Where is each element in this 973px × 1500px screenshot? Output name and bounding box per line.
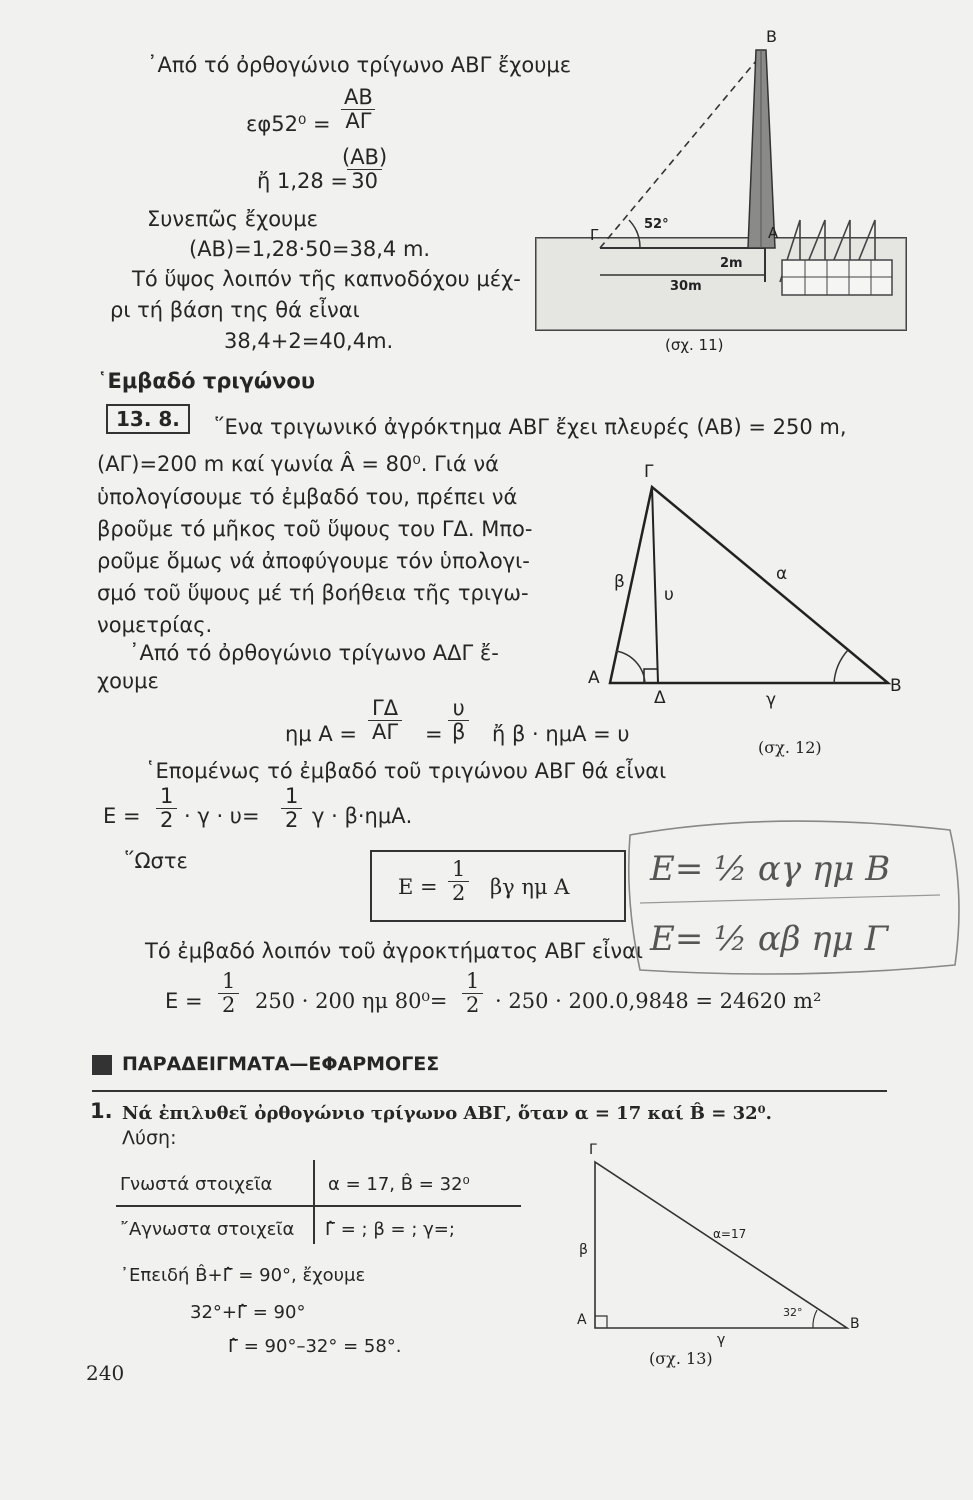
examples-heading: ΠΑΡΑΔΕΙΓΜΑΤΑ—ΕΦΑΡΜΟΓΕΣ [122,1053,440,1075]
handwritten-notes [620,805,965,985]
boxed-fraction [448,858,469,905]
area-half2-num: 1 [285,784,299,808]
example1-statement: Νά ἐπιλυθεῖ ὀρθογώνιο τρίγωνο ΑΒΓ, ὅταν α = 17 καί B̂ = 32⁰. [122,1103,772,1124]
fig11-angle: 52° [644,217,669,232]
height-result: 38,4+2=40,4m. [224,329,394,353]
boxed-rhs: βγ ημ Α [490,875,570,899]
table-vertical-rule [313,1160,315,1244]
field-half2-den: 2 [462,993,483,1017]
fig12-label-a: Α [588,668,600,688]
angle-a-arc [616,651,645,683]
consequently: Συνεπῶς ἔχουμε [147,207,318,231]
fig12-caption: (σχ. 12) [758,738,822,757]
sin-fraction-2 [448,697,469,744]
field-half1-den: 2 [218,993,239,1017]
fig13-label-b: Β [850,1316,860,1332]
fig13-label-g: Γ [589,1142,597,1158]
heading-square [92,1055,112,1075]
fig11-distance: 30m [670,279,702,294]
sin-f2-den: β [448,720,469,744]
fig13-alpha: α=17 [713,1227,747,1241]
fig11-label-b: Β [766,27,777,46]
area-lhs: Ε = [103,804,141,828]
or-lhs: ἤ 1,28 = [257,169,349,193]
heading-rule [92,1090,887,1092]
tan-num: ΑΒ [344,85,373,109]
field-area-half-2 [462,970,483,1017]
figure-12 [580,455,910,765]
sin-eq: = [425,722,443,746]
or-den: 30 [347,169,382,193]
since-text: ᾿Επειδή B̂+Γ̂ = 90°, ἔχουμε [120,1265,366,1286]
fig11-caption: (σχ. 11) [665,336,724,354]
problem-number: 13. 8. [106,404,190,434]
area-half-2 [281,785,302,832]
fig12-gamma: γ [766,690,777,710]
field-half1-num: 1 [222,969,236,993]
ab-calc: (ΑΒ)=1,28·50=38,4 m. [189,237,431,261]
height-line2: ρι τή βάση της θά εἶναι [110,298,360,322]
field-area-half-1 [218,970,239,1017]
unknown-label: ῎Αγνωστα στοιχεῖα [120,1219,295,1240]
fig12-label-b: Β [890,676,902,696]
problem-line1: ῞Ενα τριγωνικό ἀγρόκτημα ΑΒΓ ἔχει πλευρές (ΑΒ) = 250 m, [214,415,847,439]
tan-lhs: εφ52⁰ = [246,112,331,136]
fig13-right-angle [595,1316,607,1328]
triangle-fig13 [595,1162,847,1328]
field-area-lhs: Ε = [165,989,203,1013]
sin-f1-num: ΓΔ [372,696,399,720]
fig11-label-a: Α [768,224,779,242]
problem-line8: ᾿Από τό ὀρθογώνιο τρίγωνο ΑΔΓ ἔ- [129,641,499,665]
area-mid: · γ · υ= [184,804,260,828]
unknown-value: Γ̂ = ; β = ; γ=; [325,1219,455,1240]
height-gd [652,487,658,683]
problem-line9: χουμε [97,669,159,693]
area-heading: ῾Εμβαδό τριγώνου [97,369,316,393]
fig13-beta: β [579,1242,588,1258]
chimney-intro: ᾿Από τό ὀρθογώνιο τρίγωνο ΑΒΓ ἔχουμε [147,53,572,77]
problem-line7: νομετρίας. [97,613,213,637]
fig11-height: 2m [720,256,743,271]
eq2: Γ̂ = 90°–32° = 58°. [228,1336,402,1357]
area-half1-num: 1 [160,784,174,808]
problem-line4: βροῦμε τό μῆκος τοῦ ὕψους του ΓΔ. Μπο- [97,517,533,541]
handwritten-divider [640,895,940,903]
field-area-mid: 250 · 200 ημ 80⁰= [255,989,448,1013]
known-label: Γνωστά στοιχεῖα [120,1174,273,1195]
problem-line2: (ΑΓ)=200 m καί γωνία Â = 80⁰. Γιά νά [97,452,500,476]
sin-f1-den: ΑΓ [368,720,402,744]
boxed-lhs: Ε = [398,875,438,899]
area-half1-den: 2 [156,808,177,832]
tan-fraction [340,86,377,133]
example1-number: 1. [90,1099,113,1123]
sin-fraction-1 [368,697,402,744]
angle-b-arc [834,650,848,683]
eq1: 32°+Γ̂ = 90° [190,1302,306,1323]
boxed-den: 2 [448,881,469,905]
or-fraction [338,146,391,193]
fig13-gamma: γ [717,1332,726,1348]
sin-lhs: ημ Α = [285,722,357,746]
fig11-label-g: Γ [590,226,599,244]
handwritten-line2: Ε= ½ αβ ημ Γ [650,919,889,959]
problem-line5: ροῦμε ὅμως νά ἀποφύγουμε τόν ὑπολογι- [97,549,530,573]
boxed-formula [370,850,626,922]
handwritten-line1: Ε= ½ αγ ημ Β [650,849,891,889]
so-text: ῞Ωστε [124,849,188,873]
field-area-rhs: · 250 · 200.0,9848 = 24620 m² [495,989,822,1013]
field-area-text: Τό ἐμβαδό λοιπόν τοῦ ἀγροκτήματος ΑΒΓ εἶναι [145,939,644,963]
or-num: (ΑΒ) [342,145,388,169]
problem-line3: ὑπολογίσουμε τό ἐμβαδό του, πρέπει νά [97,485,518,509]
figure-13 [565,1140,865,1380]
sight-line [600,55,761,248]
fig12-label-g: Γ [644,462,654,482]
area-half2-den: 2 [281,808,302,832]
known-value: α = 17, B̂ = 32⁰ [328,1174,470,1195]
page-number: 240 [86,1361,125,1385]
right-angle-mark [644,669,658,683]
example1-solution: Λύση: [122,1127,177,1149]
fig12-alpha: α [776,564,788,584]
fig13-label-a: Α [577,1312,587,1328]
table-horizontal-rule [116,1205,521,1207]
fig12-beta: β [614,572,625,592]
sin-f2-num: υ [452,696,465,720]
figure-11 [530,20,910,360]
area-half-1 [156,785,177,832]
problem-line6: σμό τοῦ ὕψους μέ τή βοήθεια τῆς τριγω- [97,581,529,605]
fig12-upsilon: υ [664,585,674,605]
height-line1: Τό ὕψος λοιπόν τῆς καπνοδόχου μέχ- [132,267,521,291]
area-rhs: γ · β·ημΑ. [312,804,413,828]
fig13-caption: (σχ. 13) [649,1349,713,1368]
fig13-angle: 32° [783,1306,803,1319]
field-half2-num: 1 [466,969,480,993]
sin-rhs: ἤ β · ημΑ = υ [492,722,630,746]
therefore-text: ῾Επομένως τό ἐμβαδό τοῦ τριγώνου ΑΒΓ θά εἶναι [145,759,667,783]
triangle-abg [610,487,888,683]
boxed-num: 1 [452,857,466,881]
fig13-angle-arc [813,1310,817,1328]
tan-den: ΑΓ [341,109,375,133]
fig12-label-d: Δ [654,688,666,708]
